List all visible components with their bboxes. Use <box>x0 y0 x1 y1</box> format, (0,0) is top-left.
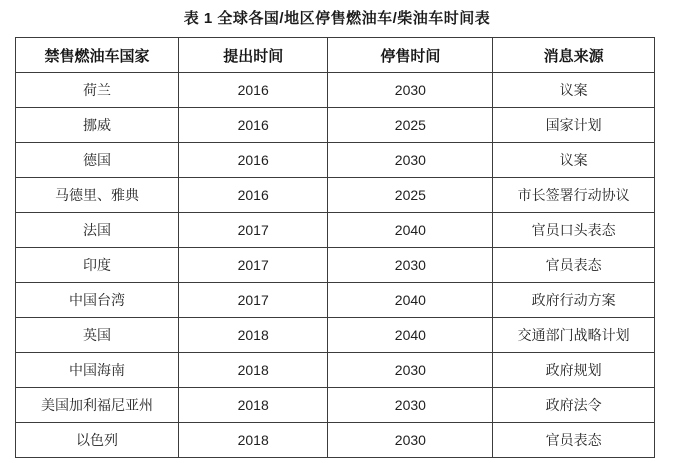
column-header: 停售时间 <box>328 38 493 73</box>
table-cell: 2030 <box>328 248 493 283</box>
table-cell: 2016 <box>178 143 328 178</box>
table-cell: 2030 <box>328 73 493 108</box>
table-row <box>16 213 655 248</box>
table-row <box>16 318 655 353</box>
table-cell: 交通部门战略计划 <box>493 318 655 353</box>
table-row <box>16 143 655 178</box>
table-cell: 法国 <box>16 213 179 248</box>
table-cell: 德国 <box>16 143 179 178</box>
table-cell: 2017 <box>178 213 328 248</box>
table-cell: 2018 <box>178 353 328 388</box>
table-title: 表 1 全球各国/地区停售燃油车/柴油车时间表 <box>183 10 491 27</box>
table-cell: 英国 <box>16 318 179 353</box>
column-header: 提出时间 <box>178 38 328 73</box>
table-header-row <box>16 38 655 73</box>
table-row <box>16 178 655 213</box>
table-cell: 议案 <box>493 143 655 178</box>
table-cell: 2016 <box>178 178 328 213</box>
table-row <box>16 388 655 423</box>
table-cell: 官员口头表态 <box>493 213 655 248</box>
table-cell: 2040 <box>328 213 493 248</box>
table-cell: 政府规划 <box>493 353 655 388</box>
table-row <box>16 283 655 318</box>
table-cell: 2030 <box>328 423 493 458</box>
table-cell: 荷兰 <box>16 73 179 108</box>
table-cell: 2018 <box>178 318 328 353</box>
table-cell: 2030 <box>328 143 493 178</box>
column-header: 禁售燃油车国家 <box>16 38 179 73</box>
table-cell: 市长签署行动协议 <box>493 178 655 213</box>
table-cell: 2017 <box>178 283 328 318</box>
table-cell: 印度 <box>16 248 179 283</box>
table-cell: 2025 <box>328 178 493 213</box>
table-row <box>16 108 655 143</box>
table-cell: 美国加利福尼亚州 <box>16 388 179 423</box>
column-header: 消息来源 <box>493 38 655 73</box>
table-cell: 2017 <box>178 248 328 283</box>
table-cell: 2030 <box>328 388 493 423</box>
table-cell: 2018 <box>178 423 328 458</box>
table-cell: 官员表态 <box>493 248 655 283</box>
table-row <box>16 73 655 108</box>
table-row <box>16 248 655 283</box>
table-row <box>16 423 655 458</box>
table-cell: 2016 <box>178 73 328 108</box>
table-cell: 2030 <box>328 353 493 388</box>
table-cell: 官员表态 <box>493 423 655 458</box>
table-cell: 马德里、雅典 <box>16 178 179 213</box>
table-cell: 国家计划 <box>493 108 655 143</box>
table-row <box>16 353 655 388</box>
table-cell: 挪威 <box>16 108 179 143</box>
table-cell: 2025 <box>328 108 493 143</box>
table-cell: 2018 <box>178 388 328 423</box>
table-cell: 中国台湾 <box>16 283 179 318</box>
table-cell: 2040 <box>328 283 493 318</box>
table-cell: 2016 <box>178 108 328 143</box>
table-cell: 中国海南 <box>16 353 179 388</box>
table-cell: 议案 <box>493 73 655 108</box>
table-cell: 2040 <box>328 318 493 353</box>
table-body <box>16 73 655 458</box>
table-cell: 政府行动方案 <box>493 283 655 318</box>
table-cell: 政府法令 <box>493 388 655 423</box>
table-cell: 以色列 <box>16 423 179 458</box>
phase-out-schedule-table <box>15 37 655 458</box>
